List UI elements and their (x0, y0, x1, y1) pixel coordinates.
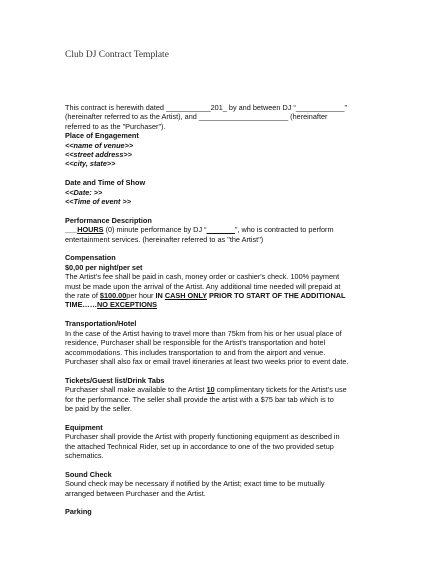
compensation-line-3-a: the rate of (65, 291, 100, 301)
intro-line-3: referred to as the "Purchaser"). (65, 121, 166, 131)
soundcheck-line-1: Sound check may be necessary if notified by the Artist; exact time to be mutually (65, 479, 325, 489)
street-placeholder: <<street address>> (65, 150, 132, 160)
equipment-line-2: the attached Technical Rider, set up in accordance to one of the two provided setup (65, 441, 334, 451)
venue-placeholder: <<name of venue>> (65, 140, 134, 150)
compensation-line-4-a: TIME…… (65, 300, 98, 310)
compensation-heading: Compensation (65, 253, 116, 263)
transport-line-1: In the case of the Artist having to travel more than 75km from his or her usual place of (65, 328, 342, 338)
performance-line-1-rest: (0) minute performance by DJ “ (103, 225, 207, 235)
dj-name-blank: _______ (206, 225, 235, 235)
compensation-line-2: must be made upon the arrival of the Artist. Any additional time needed will prepaid at (65, 281, 341, 291)
hours-label: HOURS (77, 225, 104, 235)
parking-heading: Parking (65, 507, 92, 517)
compensation-rate: $0,00 per night/per set (65, 262, 143, 272)
compensation-line-3-d: PRIOR TO START OF THE ADDITIONAL (207, 291, 346, 301)
contract-body (65, 103, 383, 517)
no-exceptions-text: NO EXCEPTIONS (97, 300, 158, 310)
equipment-line-3: schematics. (65, 450, 104, 460)
equipment-line-1: Purchaser shall provide the Artist with properly functioning equipment as described in (65, 432, 340, 442)
compensation-line-4 (65, 300, 383, 309)
ticket-count: 10 (206, 385, 215, 395)
performance-heading: Performance Description (65, 215, 152, 225)
soundcheck-line-2: arranged between Purchaser and the Artist. (65, 488, 206, 498)
tickets-line-2: for the performance. The seller shall provide the artist with a $75 bar tab which is to (65, 394, 334, 404)
date-time-heading: Date and Time of Show (65, 178, 146, 188)
transport-line-3: accommodations. This includes transportation to and from the airport and venue. (65, 347, 326, 357)
tickets-line-1-a: Purchaser shall make available to the Artist (65, 385, 207, 395)
intro-line-2: (hereinafter referred to as the Artist), and ______________________ (hereinafter (65, 112, 328, 122)
compensation-line-3 (65, 291, 383, 300)
tickets-line-1 (65, 385, 383, 394)
performance-line-1-end: ”, who is contracted to perform (234, 225, 334, 235)
engagement-heading: Place of Engagement (65, 131, 139, 141)
compensation-line-1: The Artist's fee shall be paid in cash, money order or cashier's check. 100% payment (65, 272, 340, 282)
tickets-line-3: be paid by the seller. (65, 403, 132, 413)
transport-line-4: Purchaser shall also fax or email travel itineraries at least two weeks prior to event date. (65, 356, 349, 366)
hours-blank: ___ (65, 225, 78, 235)
compensation-line-3-b: per hour (126, 291, 156, 301)
performance-line-2: entertainment services. (hereinafter referred to as "the Artist") (65, 234, 264, 244)
additional-rate-amount: $100.00 (99, 291, 127, 301)
tickets-heading: Tickets/Guest list/Drink Tabs (65, 375, 165, 385)
tickets-line-1-b: complimentary tickets for the Artist's use (214, 385, 347, 395)
equipment-heading: Equipment (65, 422, 103, 432)
city-placeholder: <<city, state>> (65, 159, 116, 169)
transport-heading: Transportation/Hotel (65, 319, 137, 329)
performance-line-1 (65, 225, 383, 234)
intro-line-1: This contract is herewith dated ___________201_ by and between DJ “____________” (65, 103, 347, 112)
date-placeholder: <<Date: >> (65, 187, 103, 197)
transport-line-2: residence, Purchaser shall be responsible for the Artist's transportation and hotel (65, 338, 326, 348)
time-placeholder: <<Time of event >> (65, 197, 131, 207)
document-title: Club DJ Contract Template (65, 50, 169, 60)
soundcheck-heading: Sound Check (65, 469, 112, 479)
compensation-line-3-c: IN (155, 291, 165, 301)
cash-only-text: CASH ONLY (164, 291, 207, 301)
